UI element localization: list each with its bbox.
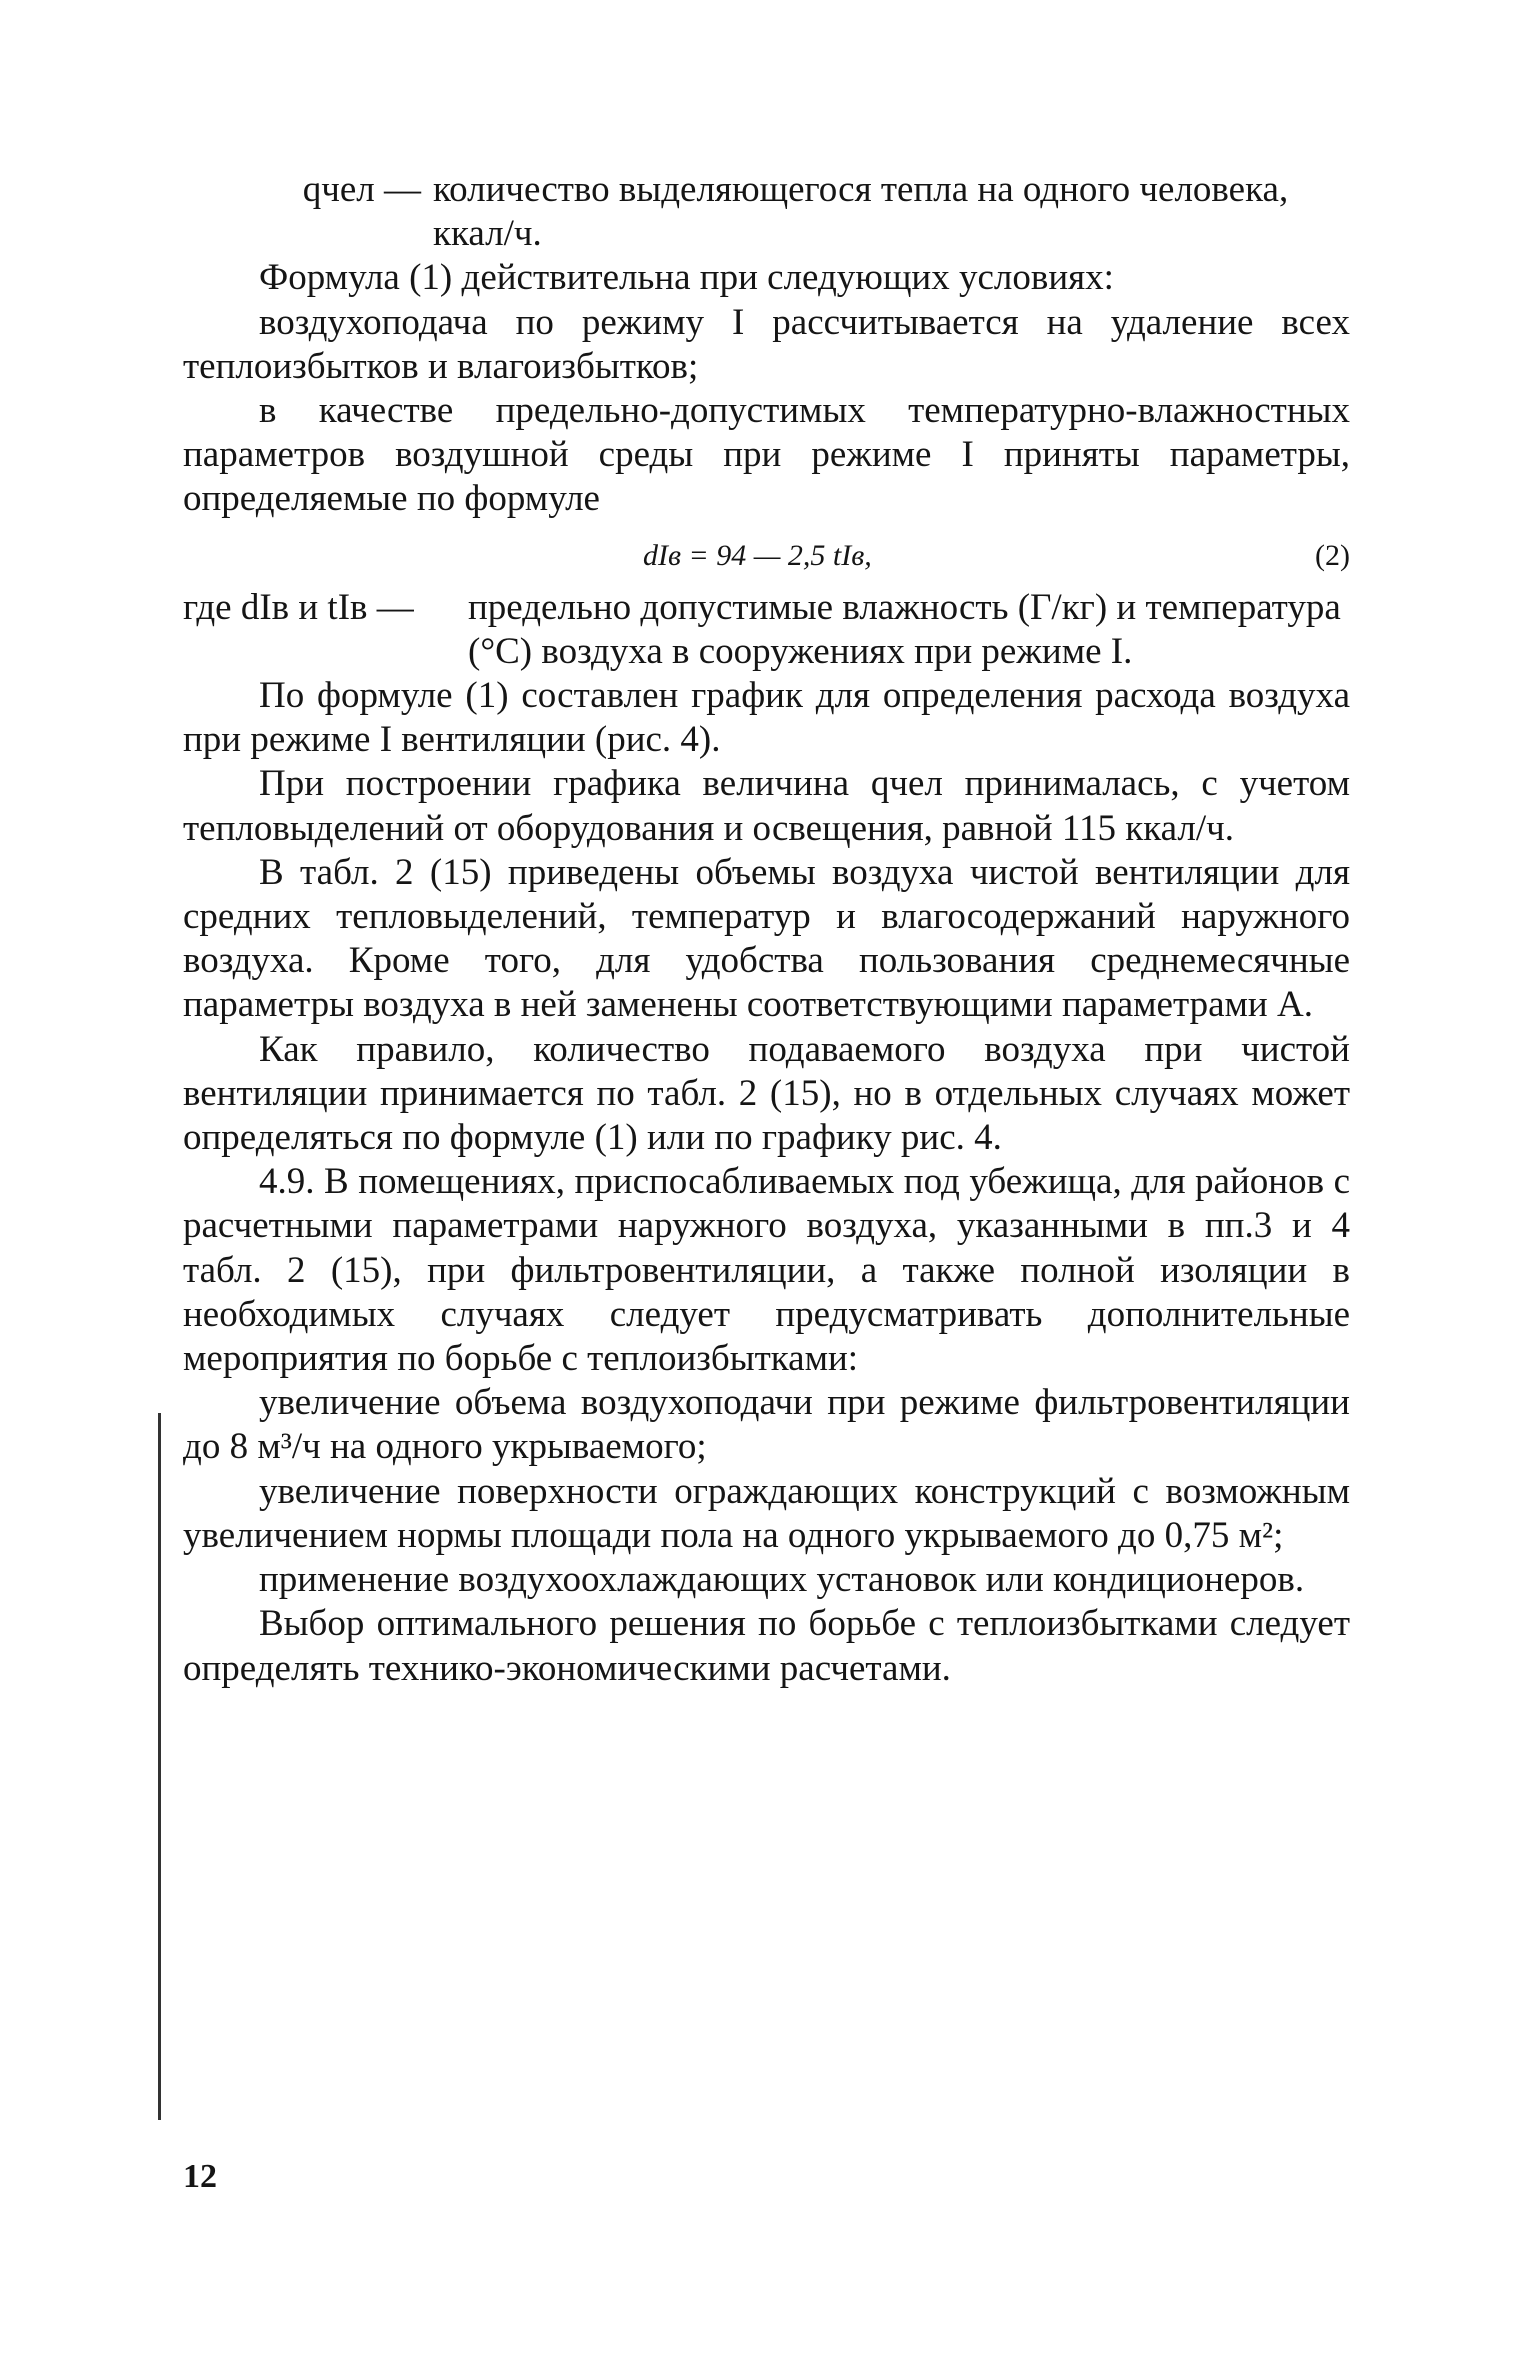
paragraph-conditions: Формула (1) действительна при следующих условиях: [259,257,1114,299]
where-label: где dIв и tIв — [183,586,414,628]
paragraph-table-2: В табл. 2 (15) приведены объемы воздуха чистой вентиляции для средних тепловыделений, температур и влагосодержаний наружного воздуха. Кроме того, для удобства пользования среднемесячные параметры воздуха в ней заменены соответствующими параметрами А. [183,851,1350,1026]
paragraph-4-9: 4.9. В помещениях, приспосабливаемых под убежища, для районов с расчетными параметрами наружного воздуха, указанными в пп.3 и 4 табл. 2 (15), при фильтровентиляции, а также полной изоляции в необходимых случаях следует предусматривать дополнительные мероприятия по борьбе с теплоизбытками: [183,1161,1350,1380]
paragraph-air-supply: воздухоподача по режиму I рассчитывается на удаление всех теплоизбытков и влагоизбытков; [183,301,1350,387]
paragraph-qchel: При построении графика величина qчел принималась, с учетом тепловыделений от оборудования и освещения, равной 115 ккал/ч. [183,763,1350,849]
body-text [183,168,1350,1691]
definition-qchel [183,168,1350,256]
where-text: предельно допустимые влажность (Г/кг) и температура (°С) воздуха в сооружениях при режиме I. [468,586,1341,672]
list-item-cooling: применение воздухоохлаждающих установок или кондиционеров. [259,1559,1305,1601]
list-item-surface: увеличение поверхности ограждающих конструкций с возможным увеличением нормы площади пола на одного укрываемого до 0,75 м²; [183,1470,1350,1556]
definition-term: qчел — [302,169,421,210]
paragraph-parameters: в качестве предельно-допустимых температурно-влажностных параметров воздушной среды при режиме I приняты параметры, определяемые по формуле [183,390,1350,520]
definition-text: количество выделяющегося тепла на одного человека, ккал/ч. [433,169,1289,255]
formula-2: dIв = 94 — 2,5 tIв, [643,538,872,572]
paragraph-optimal-choice: Выбор оптимального решения по борьбе с теплоизбытками следует определять технико-экономическими расчетами. [183,1603,1350,1689]
formula-number: (2) [1315,538,1350,572]
paragraph-rule: Как правило, количество подаваемого воздуха при чистой вентиляции принимается по табл. 2 (15), но в отдельных случаях может определяться по формуле (1) или по графику рис. 4. [183,1028,1350,1159]
margin-change-bar [158,1413,161,2120]
formula-row [183,526,1350,580]
paragraph-graph: По формуле (1) составлен график для определения расхода воздуха при режиме I вентиляции (рис. 4). [183,675,1350,761]
page-number: 12 [183,2158,217,2195]
where-definition [183,586,1350,674]
list-item-air-volume: увеличение объема воздухоподачи при режиме фильтровентиляции до 8 м³/ч на одного укрываемого; [183,1382,1350,1468]
